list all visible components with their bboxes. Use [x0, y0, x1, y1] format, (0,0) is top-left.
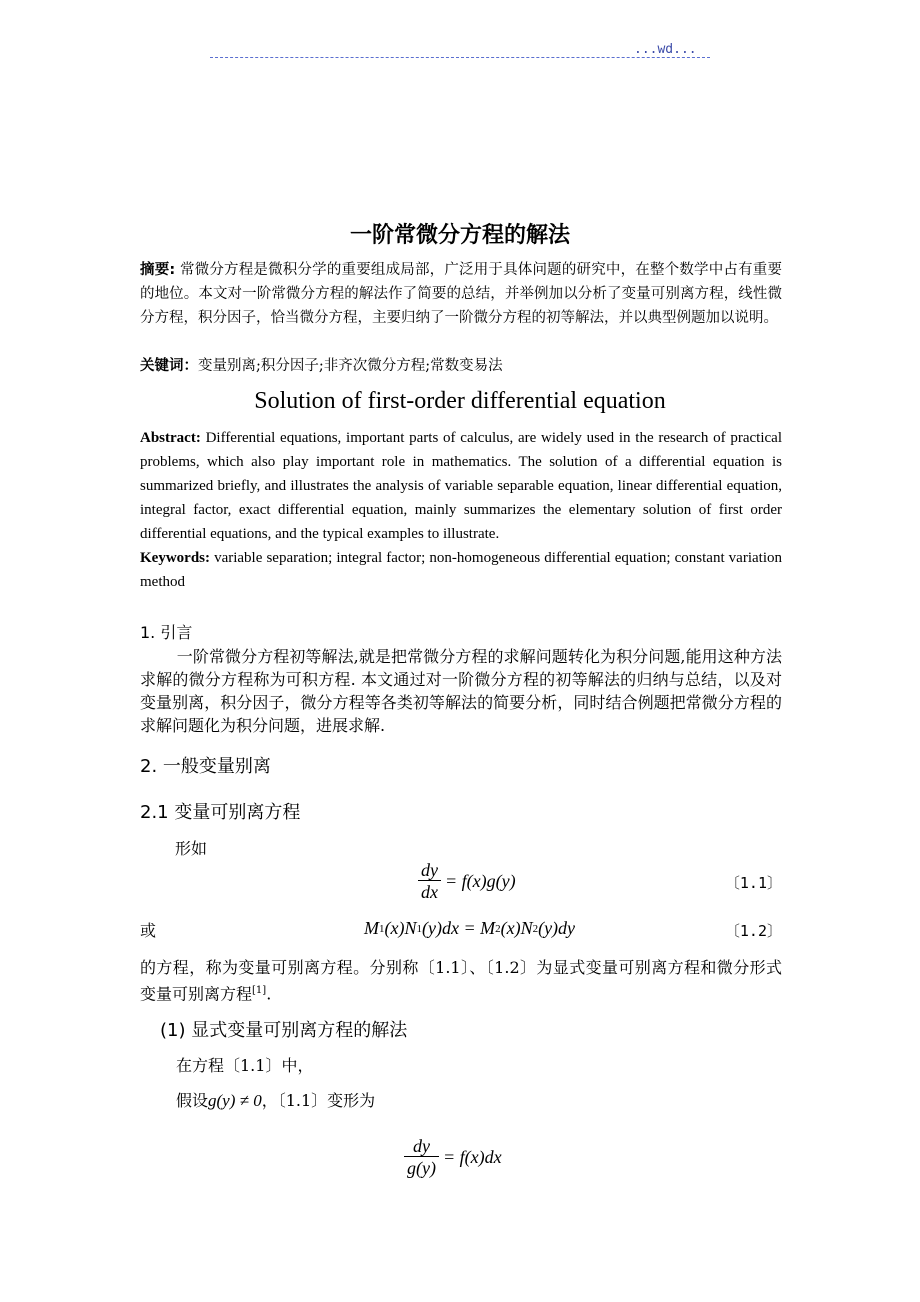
english-title: Solution of first-order differential equation [254, 388, 666, 414]
section-2-heading: 2. 一般变量别离 [140, 756, 271, 777]
huo-text: 或 [140, 921, 157, 940]
eq3-rhs: = f(x)dx [442, 1147, 502, 1167]
after-end: . [266, 984, 272, 1004]
cn-abstract-text: 常微分方程是微积分学的重要组成局部，广泛用于具体问题的研究中，在整个数学中占有重要的地位。本文对一阶常微分方程的解法作了简要的总结，并举例加以分析了变量可别离方程，线性微分方程，积分因子，恰当微分方程，主要归纳了一阶微分方程的初等解法，并以典型例题加以说明。 [140, 262, 782, 326]
eq2-part: (x)N [384, 918, 417, 938]
section-2-1-heading: 2.1 变量可别离方程 [140, 802, 301, 823]
subsection-1-line-1: 在方程〔1.1〕中， [176, 1056, 314, 1075]
eq1-numerator: dy [421, 860, 438, 880]
eq2-sub: 1 [416, 922, 422, 935]
line2-pre: 假设 [176, 1091, 209, 1110]
eq2-part: (y)dx = M [421, 918, 496, 938]
citation-1[interactable]: [1] [252, 985, 267, 996]
header-rule [210, 57, 710, 58]
equation-1-1 [418, 860, 516, 903]
eq2-part: (x)N [500, 918, 533, 938]
equation-1-1-label: 〔1.1〕 [724, 874, 782, 892]
en-keywords-label: Keywords: [140, 550, 210, 566]
equation-1-2-label: 〔1.2〕 [724, 922, 782, 940]
page-title: 一阶常微分方程的解法 [349, 223, 570, 248]
en-abstract-text: Differential equations, important parts of calculus, are widely used in the research of practical problems, which also play important role in mathematics. The solution of a differential equation is summarized briefly, and illustrates the analysis of variable separable equation, linear differential equation, integral factor, exact differential equation, mainly summarizes the elementary solution of first order differential equations, and the typical examples to illustrate. [140, 430, 782, 542]
eq3-numerator: dy [412, 1136, 430, 1156]
en-keywords [140, 546, 782, 594]
equation-1-2 [364, 918, 575, 939]
cn-keywords [140, 354, 782, 378]
cn-abstract-label: 摘要: [140, 262, 176, 278]
eq2-part: (y)dy [538, 918, 576, 938]
line2-math: g(y) ≠ 0 [208, 1091, 262, 1110]
cn-keywords-label: 关键词： [140, 358, 198, 374]
eq2-sub: 1 [379, 922, 385, 935]
eq1-denominator: dx [421, 882, 438, 902]
header-mark: ...wd... [634, 42, 697, 57]
cn-keywords-text: 变量别离;积分因子;非齐次微分方程;常数变易法 [198, 358, 503, 374]
cn-abstract [140, 258, 782, 330]
en-abstract-label: Abstract: [140, 430, 201, 446]
section-1-heading: 1. 引言 [140, 623, 193, 642]
section-1-paragraph: 一阶常微分方程初等解法,就是把常微分方程的求解问题转化为积分问题,能用这种方法求解的微分方程称为可积方程. 本文通过对一阶微分方程的初等解法的归纳与总结，以及对变量别离，积分因子，微分方程等各类初等解法的简要分析，同时结合例题把常微分方程的求解问题化为积分问题，进展求解. [140, 647, 782, 735]
xingru-text: 形如 [175, 839, 208, 858]
en-keywords-text: variable separation; integral factor; non-homogeneous differential equation; constant variation method [140, 550, 782, 590]
eq1-rhs: = f(x)g(y) [445, 871, 516, 891]
eq2-sub: 2 [532, 922, 539, 935]
equation-separated [404, 1136, 502, 1179]
section-2-1-paragraph [140, 956, 782, 1005]
subsection-1-line-2 [176, 1088, 375, 1111]
after-text: 的方程，称为变量可别离方程。分别称〔1.1〕、〔1.2〕为显式变量可别离方程和微分形式变量可别离方程 [140, 958, 782, 1004]
eq2-sub: 2 [495, 922, 501, 935]
eq3-denominator: g(y) [407, 1158, 436, 1178]
subsection-1-heading: (1) 显式变量可别离方程的解法 [160, 1020, 408, 1041]
line2-post: ，〔1.1〕变形为 [261, 1091, 376, 1110]
en-abstract [140, 426, 782, 546]
eq2-part: M [364, 918, 379, 938]
